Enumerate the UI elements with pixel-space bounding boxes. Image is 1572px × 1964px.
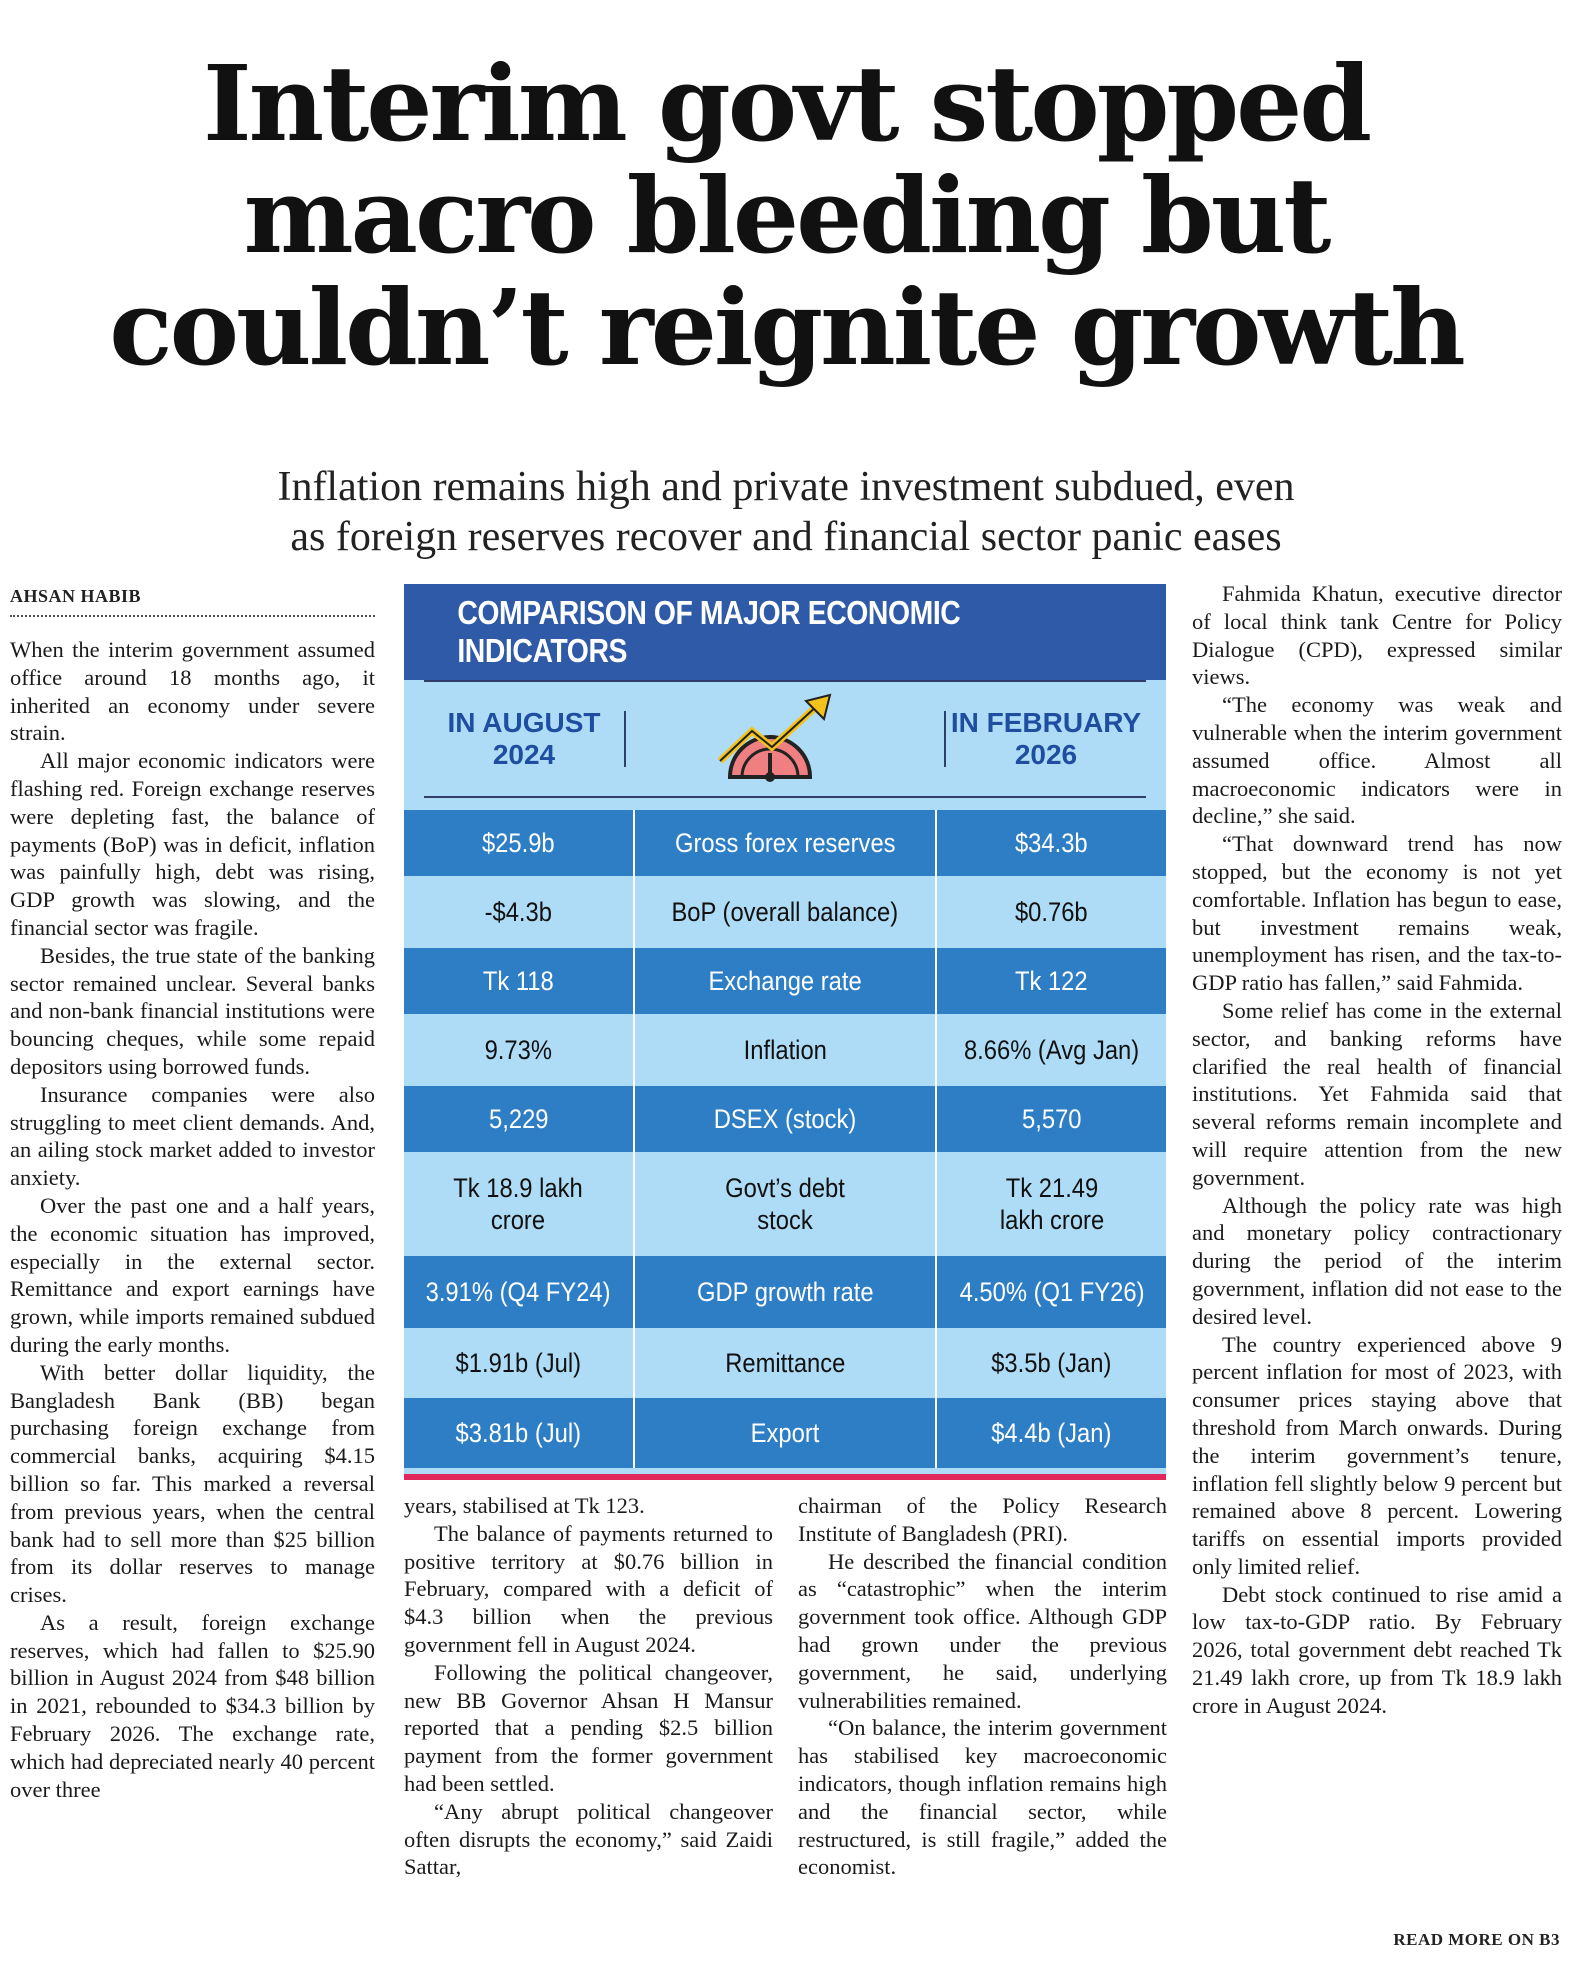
indicator-row: [404, 948, 1166, 1014]
paragraph: Following the political changeover, new BB Governor Ahsan H Mansur reported that a pending $2.5 billion payment from the former government had been settled.: [404, 1659, 773, 1796]
value-feb-2026: 8.66% (Avg Jan): [963, 1035, 1140, 1065]
paragraph: He described the financial condition as “catastrophic” when the interim government took office. Although GDP had grown under the previous government, he said, underlying vulnerabilities remained.: [798, 1548, 1167, 1713]
header-august-2024: IN AUGUST 2024: [447, 707, 601, 770]
value-aug-2024: 9.73%: [484, 1035, 553, 1065]
paragraph: Over the past one and a half years, the economic situation has improved, especially in the external sector. Remittance and export earnings have grown, while imports remained subdued during the early months.: [10, 1192, 375, 1357]
indicator-label: Export: [750, 1418, 820, 1448]
gauge-growth-icon: [626, 689, 944, 789]
paragraph: Besides, the true state of the banking sector remained unclear. Several banks and non-bank financial institutions were bouncing cheques, while some repaid depositors using borrowed funds.: [10, 942, 375, 1079]
infographic-title: COMPARISON OF MAJOR ECONOMIC INDICATORS: [457, 584, 1112, 680]
indicator-row: [404, 876, 1166, 948]
subhead-line-2: as foreign reserves recover and financial sector panic eases: [290, 514, 1282, 560]
value-feb-2026: 4.50% (Q1 FY26): [959, 1277, 1145, 1307]
paragraph: With better dollar liquidity, the Bangladesh Bank (BB) began purchasing foreign exchange from commercial banks, acquiring $4.15 billion so far. This marked a reversal from previous years, when the central bank had to sell more than $25 billion from its dollar reserves to manage crises.: [10, 1359, 375, 1608]
value-feb-2026: $4.4b (Jan): [991, 1418, 1112, 1448]
value-aug-2024: 5,229: [488, 1104, 549, 1134]
indicator-row: [404, 1152, 1166, 1256]
economic-indicators-infographic: [404, 584, 1166, 1480]
paragraph: chairman of the Policy Research Institute of Bangladesh (PRI).: [798, 1493, 1167, 1546]
headline-line-1: Interim govt stopped: [202, 42, 1370, 165]
paragraph: “On balance, the interim government has stabilised key macroeconomic indicators, though inflation remains high and the financial sector, while restructured, is still fragile,” added the economist.: [798, 1715, 1167, 1880]
infographic-header: [424, 680, 1146, 798]
paragraph: “That downward trend has now stopped, but the economy is not yet comfortable. Inflation has begun to ease, but investment remains weak, unemployment has risen, and the tax-to-GDP ratio has fallen,” said Fahmida.: [1192, 831, 1562, 996]
headline: [20, 42, 1552, 389]
paragraph: The country experienced above 9 percent inflation for most of 2023, with consumer prices staying above that threshold from March onwards. During the interim government’s tenure, inflation fell slightly below 9 percent but remained above 8 percent. Lowering tariffs on essential imports provided only limited relief.: [1192, 1331, 1562, 1579]
paragraph: Although the policy rate was high and monetary policy contractionary during the period of the interim government, inflation did not ease to the desired level.: [1192, 1192, 1562, 1329]
indicator-row: [404, 1328, 1166, 1398]
article-column-4: [1192, 580, 1562, 1720]
read-more-link[interactable]: READ MORE ON B3: [1393, 1930, 1560, 1949]
subhead-line-1: Inflation remains high and private investment subdued, even: [277, 464, 1295, 510]
indicator-label: Exchange rate: [708, 966, 862, 996]
header-february-2026: IN FEBRUARY 2026: [950, 707, 1142, 770]
paragraph: All major economic indicators were flashing red. Foreign exchange reserves were depleting fast, the balance of payments (BoP) was in deficit, inflation was painfully high, debt was rising, GDP growth was slowing, and the financial sector was fragile.: [10, 748, 375, 940]
byline: AHSAN HABIB: [10, 586, 375, 617]
paragraph: Fahmida Khatun, executive director of local think tank Centre for Policy Dialogue (CPD), expressed similar views.: [1192, 581, 1562, 690]
indicator-row: [404, 1014, 1166, 1086]
paragraph: Debt stock continued to rise amid a low tax-to-GDP ratio. By February 2026, total government debt reached Tk 21.49 lakh crore, up from Tk 18.9 lakh crore in August 2024.: [1192, 1581, 1562, 1718]
paragraph: “Any abrupt political changeover often disrupts the economy,” said Zaidi Sattar,: [404, 1798, 773, 1880]
paragraph: years, stabilised at Tk 123.: [404, 1493, 645, 1518]
article-column-2: [404, 1492, 773, 1881]
value-aug-2024: $1.91b (Jul): [455, 1348, 582, 1378]
indicator-row: [404, 810, 1166, 876]
paragraph: As a result, foreign exchange reserves, which had fallen to $25.90 billion in August 2024 from $48 billion in 2021, rebounded to $34.3 billion by February 2026. The exchange rate, which had depreciated nearly 40 percent over three: [10, 1609, 375, 1802]
value-feb-2026: Tk 122: [1015, 966, 1088, 996]
value-feb-2026: $3.5b (Jan): [991, 1348, 1112, 1378]
indicator-row: [404, 1256, 1166, 1328]
value-feb-2026: Tk 21.49 lakh crore: [999, 1173, 1104, 1235]
article-column-1: [10, 636, 375, 1803]
indicator-label: BoP (overall balance): [671, 897, 899, 927]
indicator-label: Inflation: [743, 1035, 827, 1065]
value-aug-2024: -$4.3b: [484, 897, 553, 927]
paragraph: Some relief has come in the external sector, and banking reforms have clarified the real health of financial institutions. Yet Fahmida said that several reforms remain incomplete and will require attention from the new government.: [1192, 997, 1562, 1190]
indicator-row: [404, 1086, 1166, 1152]
indicator-label: Gross forex reserves: [674, 828, 896, 858]
indicator-label: Govt’s debt stock: [725, 1173, 845, 1235]
paragraph: The balance of payments returned to positive territory at $0.76 billion in February, compared with a deficit of $4.3 billion when the previous government fell in August 2024.: [404, 1520, 773, 1657]
paragraph: When the interim government assumed office around 18 months ago, it inherited an economy under severe strain.: [10, 637, 375, 746]
paragraph: Insurance companies were also struggling to meet client demands. And, an ailing stock market added to investor anxiety.: [10, 1081, 375, 1191]
value-aug-2024: 3.91% (Q4 FY24): [425, 1277, 611, 1307]
paragraph: “The economy was weak and vulnerable when the interim government assumed office. Almost all macroeconomic indicators were in decline,” she said.: [1192, 692, 1562, 829]
indicator-label: Remittance: [724, 1348, 846, 1378]
indicator-label: GDP growth rate: [696, 1277, 874, 1307]
indicator-label: DSEX (stock): [713, 1104, 857, 1134]
indicator-row: [404, 1398, 1166, 1468]
value-feb-2026: $0.76b: [1015, 897, 1088, 927]
value-aug-2024: Tk 118: [482, 966, 554, 996]
value-feb-2026: $34.3b: [1015, 828, 1088, 858]
value-aug-2024: $3.81b (Jul): [455, 1418, 582, 1448]
article-column-3: [798, 1492, 1167, 1881]
value-feb-2026: 5,570: [1021, 1104, 1082, 1134]
indicator-table: [404, 810, 1166, 1468]
headline-line-2: macro bleeding but: [243, 154, 1329, 277]
headline-line-3: couldn’t reignite growth: [109, 266, 1463, 389]
subheadline: [60, 462, 1512, 562]
value-aug-2024: $25.9b: [482, 828, 555, 858]
value-aug-2024: Tk 18.9 lakh crore: [453, 1173, 584, 1235]
